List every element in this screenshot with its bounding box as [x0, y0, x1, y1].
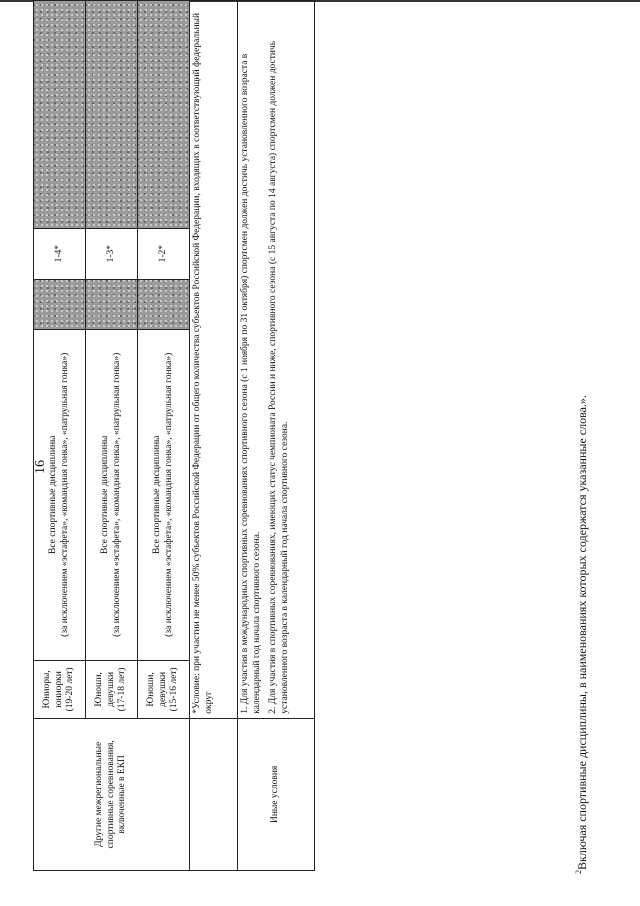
empty-cell [190, 718, 238, 870]
group-cell: Юниоры, юниорки (19-20 лет) [34, 661, 86, 719]
table-row [190, 1, 238, 871]
footnote-marker: 2 [574, 870, 583, 874]
requirements-table [33, 0, 315, 871]
table-row [34, 1, 86, 871]
shaded-cell [86, 1, 138, 229]
discipline-note: (за исключением «эстафета», «командная гонка», «патрульная гонка») [111, 352, 122, 637]
condition-item: 1. Для участия в международных спортивных соревнованиях спортивного сезона (с 1 ноября по 31 октября) спортсмен должен достичь установленного возраста в календарный год начала спортивного сезона. [240, 53, 262, 714]
shaded-cell [138, 279, 190, 329]
shaded-cell [138, 1, 190, 229]
discipline-cell [86, 329, 138, 661]
discipline-cell [138, 329, 190, 661]
footnote [574, 34, 590, 874]
other-conditions-label: Иные условия [238, 718, 315, 870]
page-number: 16 [33, 460, 48, 474]
discipline-main: Все спортивные дисциплины [99, 435, 110, 554]
shaded-cell [34, 1, 86, 229]
shaded-cell [86, 279, 138, 329]
discipline-main: Все спортивные дисциплины [47, 435, 58, 554]
group-cell: Юноши, девушки (17-18 лет) [86, 661, 138, 719]
discipline-note: (за исключением «эстафета», «командная гонка», «патрульная гонка») [163, 352, 174, 637]
other-conditions-cell [238, 1, 315, 719]
condition-item: 2. Для участия в спортивных соревнованиях, имеющих статус чемпионата России и ниже, спортивного сезона (с 15 августа по 14 августа) спортсмен должен достичь установленного возраста в календарный год начала спортивного сезона. [267, 40, 290, 714]
group-cell: Юноши, девушки (15-16 лет) [138, 661, 190, 719]
section-label-cell: Другие межрегиональные спортивные соревнования, включенные в ЕКП [34, 718, 190, 870]
condition-note: *Условие: при участии не менее 50% субъектов Российской Федерации от общего количества субъектов Российской Федерации, входящих в соответствующий федеральный округ [190, 1, 238, 719]
shaded-cell [34, 279, 86, 329]
discipline-main: Все спортивные дисциплины [151, 435, 162, 554]
discipline-note: (за исключением «эстафета», «командная гонка», «патрульная гонка») [59, 352, 70, 637]
discipline-cell [34, 329, 86, 661]
footnote-text: Включая спортивные дисциплины, в наименованиях которых содержатся указанные слова.». [575, 395, 589, 870]
table-row [238, 1, 315, 871]
places-cell: 1-4* [34, 228, 86, 279]
places-cell: 1-3* [86, 228, 138, 279]
places-cell: 1-2* [138, 228, 190, 279]
